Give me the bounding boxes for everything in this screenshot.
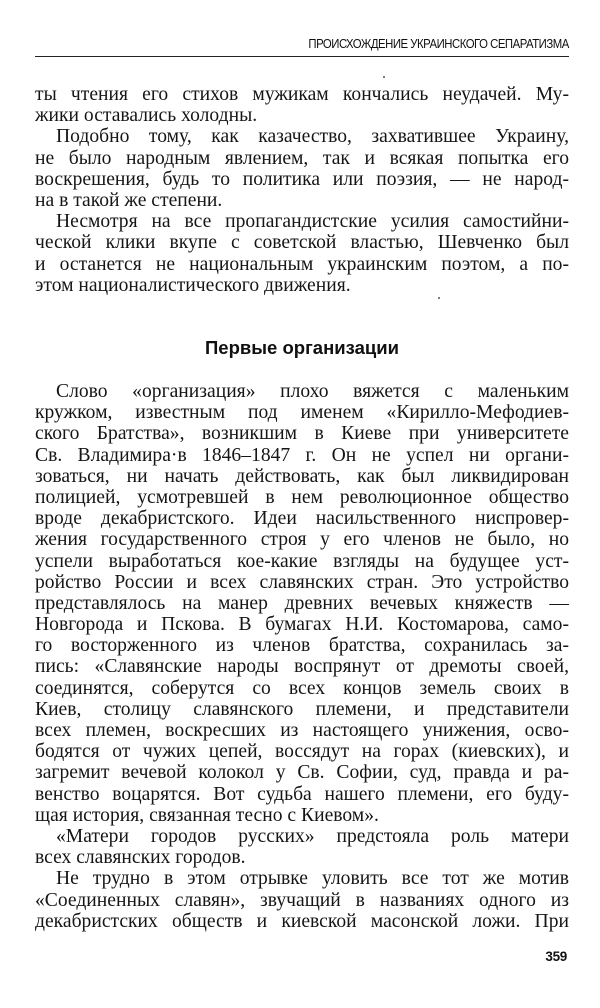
running-head: [35, 36, 569, 56]
text-line: щая история, связанная тесно с Киевом».: [35, 804, 379, 826]
text-line: пись: «Славянские народы воспрянут от дремоты своей,: [35, 656, 569, 678]
text-line: Слово «организация» плохо вяжется с маленьким: [56, 381, 569, 402]
text-line: загремит вечевой колокол у Св. Софии, суд, правда и ра-: [35, 762, 569, 784]
text-line: Подобно тому, как казачество, захватившее Украину,: [56, 126, 569, 148]
text-line: Новгорода и Пскова. В бумагах Н.И. Костомарова, само-: [35, 614, 569, 636]
scan-speck: [383, 76, 385, 78]
text-line: и останется не национальным украинским поэтом, а по-: [35, 253, 569, 275]
text-line: Св. Владимира·в 1846–1847 г. Он не успел ни органи-: [35, 444, 569, 466]
text-line: бодятся от чужих цепей, воссядут на горах (киевских), и: [35, 741, 569, 763]
text-line: го восторженного из членов братства, сохранилась за-: [35, 635, 569, 657]
text-line: представлялось на манер древних вечевых княжеств —: [35, 592, 569, 614]
text-line: этом националистического движения.: [35, 274, 351, 296]
text-line: соединятся, соберутся со всех концов земель своих в: [35, 677, 569, 699]
text-line: «Матери городов русских» предстояла роль матери: [56, 825, 569, 847]
text-line: всех славянских городов.: [35, 847, 246, 869]
text-block-top: [35, 84, 569, 296]
running-head-text: ПРОИСХОЖДЕНИЕ УКРАИНСКОГО СЕПАРАТИЗМА: [308, 36, 569, 51]
paragraph: [35, 381, 569, 826]
text-line: жики оставались холодны.: [35, 105, 258, 127]
page-number: 359: [545, 949, 567, 964]
text-line: «Соединенных славян», звучащий в названиях одного из: [35, 889, 569, 911]
text-line: полицией, усмотревшей в нем революционное общество: [35, 486, 569, 508]
text-line: жения государственного строя у его членов не было, но: [35, 529, 569, 551]
paragraph: [35, 126, 569, 211]
paragraph: [35, 868, 569, 932]
text-line: зоваться, ни начать действовать, как был ликвидирован: [35, 465, 569, 487]
text-line: кружком, известным под именем «Кирилло-Мефодиев-: [35, 402, 569, 424]
text-line: всех племен, воскресших из настоящего унижения, осво-: [35, 720, 569, 741]
scan-speck: [438, 297, 440, 299]
text-line: ройство России и всех славянских стран. Это устройство: [35, 571, 569, 593]
text-line: декабристских обществ и киевской масонской ложи. При: [35, 910, 569, 932]
text-line: ты чтения его стихов мужикам кончались неудачей. Му-: [35, 84, 569, 105]
header-rule: [35, 56, 569, 57]
paragraph: [35, 211, 569, 296]
text-line: воскрешения, будь то политика или поэзия, — не народ-: [35, 168, 569, 190]
text-line: не было народным явлением, так и всякая попытка его: [35, 147, 569, 169]
text-block-bottom: [35, 381, 569, 932]
text-line: венство воцарятся. Вот судьба нашего племени, его буду-: [35, 783, 569, 805]
paragraph: [35, 826, 569, 868]
text-line: на в такой же степени.: [35, 189, 223, 211]
text-line: ского Братства», возникшим в Киеве при университете: [35, 423, 569, 445]
text-line: ческой клики вкупе с советской властью, Шевченко был: [35, 232, 569, 254]
section-heading: Первые организации: [205, 337, 399, 358]
text-line: успели выработаться кое-какие взгляды на будущее уст-: [35, 550, 569, 572]
text-line: Не трудно в этом отрывке уловить все тот же мотив: [56, 868, 569, 890]
text-line: Несмотря на все пропагандистские усилия самостийни-: [56, 211, 569, 233]
text-line: вроде декабристского. Идеи насильственного ниспровер-: [35, 508, 569, 530]
text-line: Киев, столицу славянского племени, и представители: [35, 698, 569, 720]
paragraph: [35, 84, 569, 126]
